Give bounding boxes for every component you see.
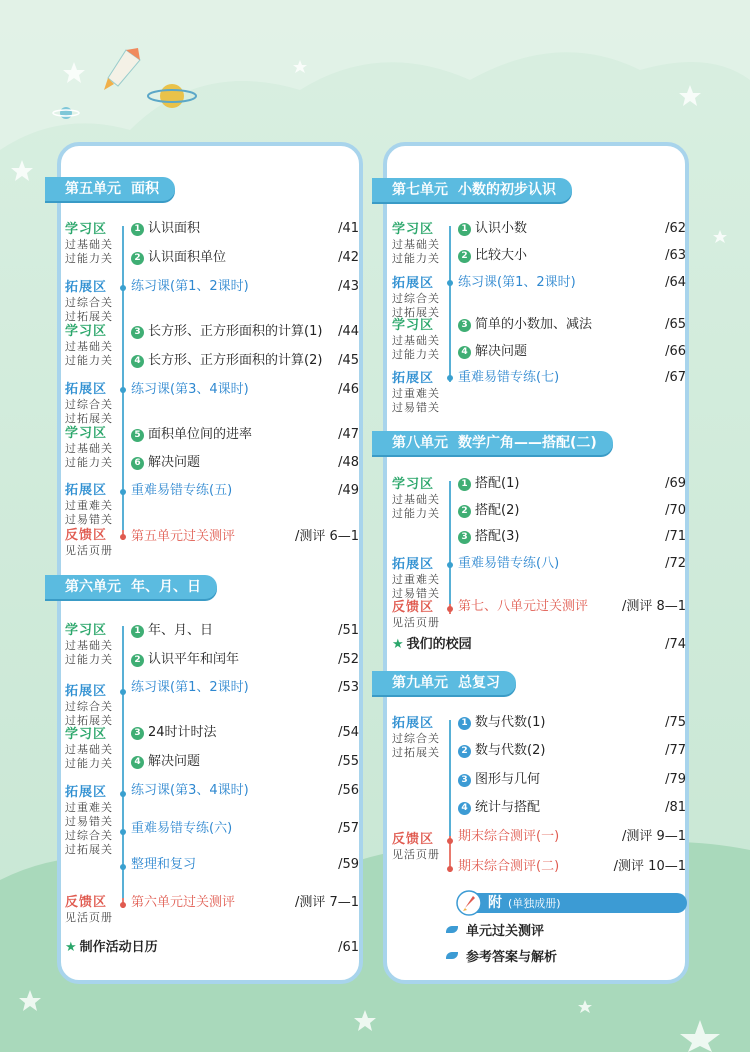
page-number: /67 <box>665 370 686 385</box>
page-number: /55 <box>338 754 359 769</box>
lesson-number-badge: 4 <box>131 355 144 368</box>
toc-entry[interactable]: 2 搭配(2) <box>458 502 519 520</box>
rocket-icon <box>456 889 482 917</box>
toc-entry[interactable]: 1 搭配(1) <box>458 475 519 493</box>
lesson-number-badge: 3 <box>458 774 471 787</box>
page-number: /测评 10—1 <box>613 859 686 874</box>
lesson-number-badge: 1 <box>131 223 144 236</box>
lesson-number-badge: 3 <box>131 326 144 339</box>
toc-entry[interactable]: 2 认识平年和闰年 <box>131 651 239 669</box>
unit-name: 数学广角——搭配(二) <box>458 435 597 451</box>
page-number: /51 <box>338 623 359 638</box>
zone-expand: 拓展区 过综合关 过拓展关 <box>392 716 440 759</box>
activity-entry[interactable]: ★ 我们的校园 <box>392 637 472 652</box>
page-number: /81 <box>665 800 686 815</box>
timeline-dot <box>447 866 453 872</box>
unit-5-banner <box>45 177 175 201</box>
lesson-number-badge: 1 <box>458 223 471 236</box>
timeline-dot <box>120 864 126 870</box>
toc-entry[interactable]: 3 长方形、正方形面积的计算(1) <box>131 323 322 341</box>
timeline-dot <box>120 534 126 540</box>
page-number: /41 <box>338 221 359 236</box>
toc-entry[interactable]: 3 24时计时法 <box>131 724 217 742</box>
page-number: /46 <box>338 382 359 397</box>
timeline-dot <box>447 375 453 381</box>
toc-entry[interactable]: 1 认识面积 <box>131 220 200 238</box>
unit-name: 总复习 <box>458 675 500 691</box>
zone-expand: 拓展区 过重难关 过易错关 <box>392 557 440 600</box>
zone-expand: 拓展区 过综合关 过拓展关 <box>65 280 113 323</box>
timeline-dot <box>447 606 453 612</box>
lesson-number-badge: 4 <box>458 802 471 815</box>
zone-study: 学习区 过基础关 过能力关 <box>392 318 440 361</box>
lesson-number-badge: 5 <box>131 429 144 442</box>
toc-entry[interactable]: 第七、八单元过关测评 <box>458 599 589 614</box>
timeline-dot <box>447 838 453 844</box>
page-number: /57 <box>338 821 359 836</box>
lesson-number-badge: 3 <box>131 727 144 740</box>
toc-entry[interactable]: 2 认识面积单位 <box>131 249 226 267</box>
page-number: /66 <box>665 344 686 359</box>
star-icon: ★ <box>392 637 404 652</box>
page-number: /52 <box>338 652 359 667</box>
page-number: /45 <box>338 353 359 368</box>
appendix-title: 附 <box>488 895 502 911</box>
zone-study: 学习区 过基础关 过能力关 <box>65 222 113 265</box>
lesson-number-badge: 2 <box>131 654 144 667</box>
zone-feedback: 反馈区 见活页册 <box>392 832 440 861</box>
unit-name: 年、月、日 <box>131 579 201 595</box>
zone-feedback: 反馈区 见活页册 <box>65 528 113 557</box>
appendix-subtitle: (单独成册) <box>508 897 561 910</box>
page-number: /43 <box>338 279 359 294</box>
page-number: /61 <box>338 940 359 955</box>
zone-expand: 拓展区 过综合关 过拓展关 <box>65 684 113 727</box>
toc-entry[interactable]: 3 图形与几何 <box>458 771 540 789</box>
zone-study: 学习区 过基础关 过能力关 <box>392 222 440 265</box>
page-number: /69 <box>665 476 686 491</box>
page-number: /测评 9—1 <box>621 829 686 844</box>
zone-study: 学习区 过基础关 过能力关 <box>65 324 113 367</box>
page-number: /53 <box>338 680 359 695</box>
toc-entry[interactable]: 练习课(第1、2课时) <box>131 680 249 695</box>
unit-name: 小数的初步认识 <box>458 182 556 198</box>
page-number: /65 <box>665 317 686 332</box>
toc-entry[interactable]: 练习课(第3、4课时) <box>131 783 249 798</box>
zone-study: 学习区 过基础关 过能力关 <box>65 727 113 770</box>
star-icon: ★ <box>65 940 77 955</box>
timeline <box>122 626 124 898</box>
toc-entry[interactable]: 第五单元过关测评 <box>131 529 236 544</box>
toc-entry[interactable]: 4 解决问题 <box>458 343 527 361</box>
lesson-number-badge: 1 <box>458 478 471 491</box>
appendix-item[interactable]: 单元过关测评 <box>446 923 544 941</box>
toc-entry[interactable]: 1 认识小数 <box>458 220 527 238</box>
toc-entry[interactable]: 4 统计与搭配 <box>458 799 540 817</box>
unit-8-banner <box>372 431 613 455</box>
lesson-number-badge: 4 <box>458 346 471 359</box>
lesson-number-badge: 2 <box>131 252 144 265</box>
timeline-dot <box>120 902 126 908</box>
activity-entry[interactable]: ★ 制作活动日历 <box>65 940 158 955</box>
toc-entry[interactable]: 3 搭配(3) <box>458 528 519 546</box>
timeline-dot <box>120 285 126 291</box>
toc-entry[interactable]: 期末综合测评(二) <box>458 859 560 874</box>
toc-entry[interactable]: 重难易错专练(八) <box>458 556 560 571</box>
toc-entry[interactable]: 第六单元过关测评 <box>131 895 236 910</box>
page-number: /54 <box>338 725 359 740</box>
lesson-number-badge: 6 <box>131 457 144 470</box>
timeline <box>449 226 451 382</box>
zone-expand: 拓展区 过综合关 过拓展关 <box>392 276 440 319</box>
toc-entry[interactable]: 重难易错专练(六) <box>131 821 233 836</box>
toc-entry[interactable]: 1 数与代数(1) <box>458 714 545 732</box>
page-number: /44 <box>338 324 359 339</box>
toc-entry[interactable]: 期末综合测评(一) <box>458 829 560 844</box>
page-number: /63 <box>665 248 686 263</box>
page-number: /74 <box>665 637 686 652</box>
leaf-icon <box>446 952 458 959</box>
toc-entry[interactable]: 练习课(第1、2课时) <box>458 275 576 290</box>
unit-9-banner <box>372 671 516 695</box>
page-number: /56 <box>338 783 359 798</box>
page-number: /62 <box>665 221 686 236</box>
lesson-number-badge: 2 <box>458 505 471 518</box>
timeline <box>449 481 451 604</box>
page-number: /77 <box>665 743 686 758</box>
lesson-number-badge: 2 <box>458 250 471 263</box>
lesson-number-badge: 3 <box>458 319 471 332</box>
page-number: /测评 6—1 <box>294 529 359 544</box>
left-panel <box>57 142 363 984</box>
zone-expand: 拓展区 过重难关 过易错关 <box>65 483 113 526</box>
timeline-dot <box>120 387 126 393</box>
page-number: /70 <box>665 503 686 518</box>
page-number: /64 <box>665 275 686 290</box>
page-number: /72 <box>665 556 686 571</box>
toc-entry[interactable]: 重难易错专练(七) <box>458 370 560 385</box>
toc-entry[interactable]: 5 面积单位间的进率 <box>131 426 252 444</box>
page-number: /71 <box>665 529 686 544</box>
zone-expand: 拓展区 过重难关 过易错关 <box>392 371 440 414</box>
toc-entry[interactable]: 4 解决问题 <box>131 753 200 771</box>
unit-number: 第八单元 <box>392 435 448 451</box>
zone-expand: 拓展区 过综合关 过拓展关 <box>65 382 113 425</box>
toc-entry[interactable]: 4 长方形、正方形面积的计算(2) <box>131 352 322 370</box>
toc-entry[interactable]: 重难易错专练(五) <box>131 483 233 498</box>
unit-6-banner <box>45 575 217 599</box>
timeline <box>449 720 451 836</box>
page-number: /47 <box>338 427 359 442</box>
timeline-dot <box>120 689 126 695</box>
unit-number: 第九单元 <box>392 675 448 691</box>
toc-entry[interactable]: 2 比较大小 <box>458 247 527 265</box>
lesson-number-badge: 2 <box>458 745 471 758</box>
timeline-dot <box>120 829 126 835</box>
page-number: /测评 7—1 <box>294 895 359 910</box>
timeline-dot <box>120 791 126 797</box>
zone-expand: 拓展区 过重难关 过易错关 过综合关 过拓展关 <box>65 785 113 856</box>
unit-7-banner <box>372 178 572 202</box>
timeline-dot <box>447 562 453 568</box>
page-number: /42 <box>338 250 359 265</box>
toc-entry[interactable]: 1 年、月、日 <box>131 622 213 640</box>
toc-entry[interactable]: 3 简单的小数加、减法 <box>458 316 592 334</box>
zone-study: 学习区 过基础关 过能力关 <box>65 426 113 469</box>
toc-entry[interactable]: 2 数与代数(2) <box>458 742 545 760</box>
zone-study: 学习区 过基础关 过能力关 <box>65 623 113 666</box>
page-number: /79 <box>665 772 686 787</box>
lesson-number-badge: 1 <box>131 625 144 638</box>
appendix-item[interactable]: 参考答案与解析 <box>446 949 557 967</box>
toc-entry[interactable]: 练习课(第3、4课时) <box>131 382 249 397</box>
page-number: /测评 8—1 <box>621 599 686 614</box>
lesson-number-badge: 1 <box>458 717 471 730</box>
lesson-number-badge: 3 <box>458 531 471 544</box>
page-number: /59 <box>338 857 359 872</box>
unit-number: 第七单元 <box>392 182 448 198</box>
page-number: /49 <box>338 483 359 498</box>
unit-number: 第六单元 <box>65 579 121 595</box>
unit-name: 面积 <box>131 181 159 197</box>
lesson-number-badge: 4 <box>131 756 144 769</box>
appendix-banner <box>458 893 687 913</box>
toc-entry[interactable]: 整理和复习 <box>131 857 197 872</box>
leaf-icon <box>446 926 458 933</box>
zone-feedback: 反馈区 见活页册 <box>65 895 113 924</box>
page-number: /48 <box>338 455 359 470</box>
zone-study: 学习区 过基础关 过能力关 <box>392 477 440 520</box>
unit-number: 第五单元 <box>65 181 121 197</box>
timeline <box>122 226 124 530</box>
timeline-dot <box>447 280 453 286</box>
timeline-dot <box>120 489 126 495</box>
toc-entry[interactable]: 练习课(第1、2课时) <box>131 279 249 294</box>
page-number: /75 <box>665 715 686 730</box>
toc-entry[interactable]: 6 解决问题 <box>131 454 200 472</box>
zone-feedback: 反馈区 见活页册 <box>392 600 440 629</box>
